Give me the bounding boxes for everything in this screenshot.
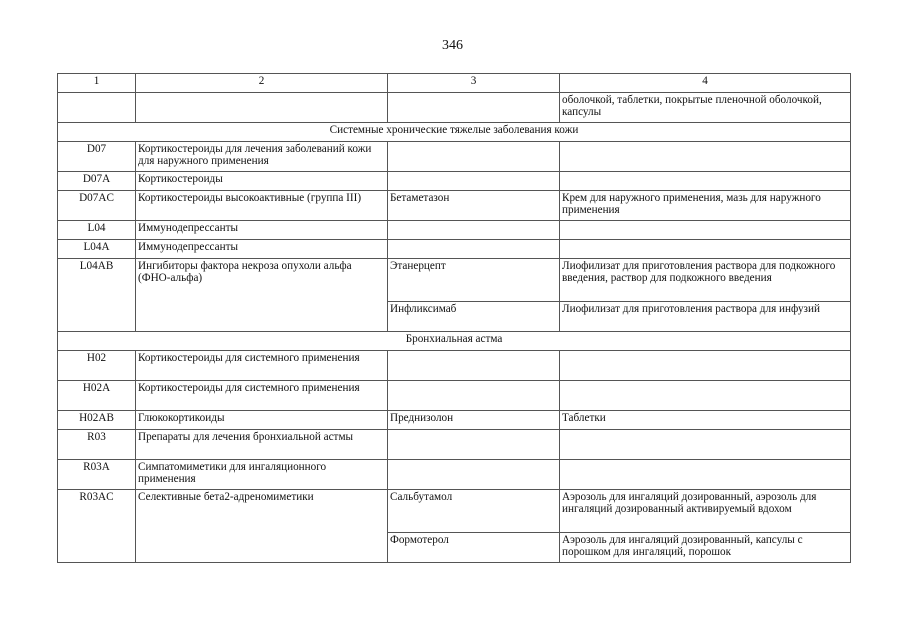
drug-cell bbox=[388, 430, 560, 460]
group-name-cell: Иммунодепрессанты bbox=[136, 240, 388, 259]
form-cell: Лиофилизат для приготовления раствора для инфузий bbox=[560, 302, 851, 332]
column-header: 2 bbox=[136, 74, 388, 93]
section-title: Бронхиальная астма bbox=[58, 332, 851, 351]
drug-cell bbox=[388, 172, 560, 191]
drug-cell bbox=[388, 93, 560, 123]
group-name-cell: Кортикостероиды bbox=[136, 172, 388, 191]
form-cell: Таблетки bbox=[560, 411, 851, 430]
form-cell bbox=[560, 381, 851, 411]
code-cell: L04AB bbox=[58, 259, 136, 332]
form-cell: Аэрозоль для ингаляций дозированный, аэрозоль для ингаляций дозированный активируемый вдохом bbox=[560, 490, 851, 533]
drug-cell: Инфликсимаб bbox=[388, 302, 560, 332]
drug-cell bbox=[388, 381, 560, 411]
drug-cell: Формотерол bbox=[388, 533, 560, 563]
form-cell bbox=[560, 221, 851, 240]
table-header-row bbox=[58, 74, 851, 93]
code-cell: D07AC bbox=[58, 191, 136, 221]
form-cell bbox=[560, 142, 851, 172]
drug-cell: Бетаметазон bbox=[388, 191, 560, 221]
group-name-cell: Селективные бета2-адреномиметики bbox=[136, 490, 388, 563]
table-row bbox=[58, 191, 851, 221]
code-cell: L04A bbox=[58, 240, 136, 259]
table-row bbox=[58, 351, 851, 381]
drug-cell: Преднизолон bbox=[388, 411, 560, 430]
group-name-cell: Кортикостероиды для системного применения bbox=[136, 381, 388, 411]
form-cell bbox=[560, 172, 851, 191]
code-cell: H02AB bbox=[58, 411, 136, 430]
code-cell: D07A bbox=[58, 172, 136, 191]
group-name-cell bbox=[136, 93, 388, 123]
table-row bbox=[58, 172, 851, 191]
table-row bbox=[58, 430, 851, 460]
drug-cell: Сальбутамол bbox=[388, 490, 560, 533]
group-name-cell: Ингибиторы фактора некроза опухоли альфа (ФНО-альфа) bbox=[136, 259, 388, 332]
group-name-cell: Кортикостероиды для лечения заболеваний кожи для наружного применения bbox=[136, 142, 388, 172]
code-cell: R03 bbox=[58, 430, 136, 460]
section-row bbox=[58, 332, 851, 351]
code-cell: R03AC bbox=[58, 490, 136, 563]
group-name-cell: Симпатомиметики для ингаляционного применения bbox=[136, 460, 388, 490]
page-number: 346 bbox=[442, 38, 463, 53]
group-name-cell: Кортикостероиды высокоактивные (группа III) bbox=[136, 191, 388, 221]
form-cell: Лиофилизат для приготовления раствора для подкожного введения, раствор для подкожного введения bbox=[560, 259, 851, 302]
code-cell bbox=[58, 93, 136, 123]
table-row bbox=[58, 240, 851, 259]
drug-cell bbox=[388, 240, 560, 259]
drug-cell: Этанерцепт bbox=[388, 259, 560, 302]
table-row bbox=[58, 490, 851, 533]
form-cell bbox=[560, 430, 851, 460]
form-cell: Аэрозоль для ингаляций дозированный, капсулы с порошком для ингаляций, порошок bbox=[560, 533, 851, 563]
table-row bbox=[58, 460, 851, 490]
table-row bbox=[58, 259, 851, 302]
column-header: 1 bbox=[58, 74, 136, 93]
section-title: Системные хронические тяжелые заболевания кожи bbox=[58, 123, 851, 142]
drug-cell bbox=[388, 142, 560, 172]
code-cell: L04 bbox=[58, 221, 136, 240]
form-cell bbox=[560, 460, 851, 490]
group-name-cell: Глюкокортикоиды bbox=[136, 411, 388, 430]
group-name-cell: Иммунодепрессанты bbox=[136, 221, 388, 240]
table-row bbox=[58, 221, 851, 240]
drug-cell bbox=[388, 221, 560, 240]
code-cell: R03A bbox=[58, 460, 136, 490]
code-cell: H02A bbox=[58, 381, 136, 411]
drug-cell bbox=[388, 460, 560, 490]
table-row bbox=[58, 411, 851, 430]
code-cell: D07 bbox=[58, 142, 136, 172]
section-row bbox=[58, 123, 851, 142]
table-row bbox=[58, 381, 851, 411]
table-row bbox=[58, 93, 851, 123]
form-cell: Крем для наружного применения, мазь для наружного применения bbox=[560, 191, 851, 221]
drug-table bbox=[57, 73, 851, 563]
column-header: 4 bbox=[560, 74, 851, 93]
form-cell: оболочкой, таблетки, покрытые пленочной оболочкой, капсулы bbox=[560, 93, 851, 123]
column-header: 3 bbox=[388, 74, 560, 93]
group-name-cell: Кортикостероиды для системного применения bbox=[136, 351, 388, 381]
drug-cell bbox=[388, 351, 560, 381]
table-row bbox=[58, 142, 851, 172]
group-name-cell: Препараты для лечения бронхиальной астмы bbox=[136, 430, 388, 460]
form-cell bbox=[560, 351, 851, 381]
code-cell: H02 bbox=[58, 351, 136, 381]
form-cell bbox=[560, 240, 851, 259]
